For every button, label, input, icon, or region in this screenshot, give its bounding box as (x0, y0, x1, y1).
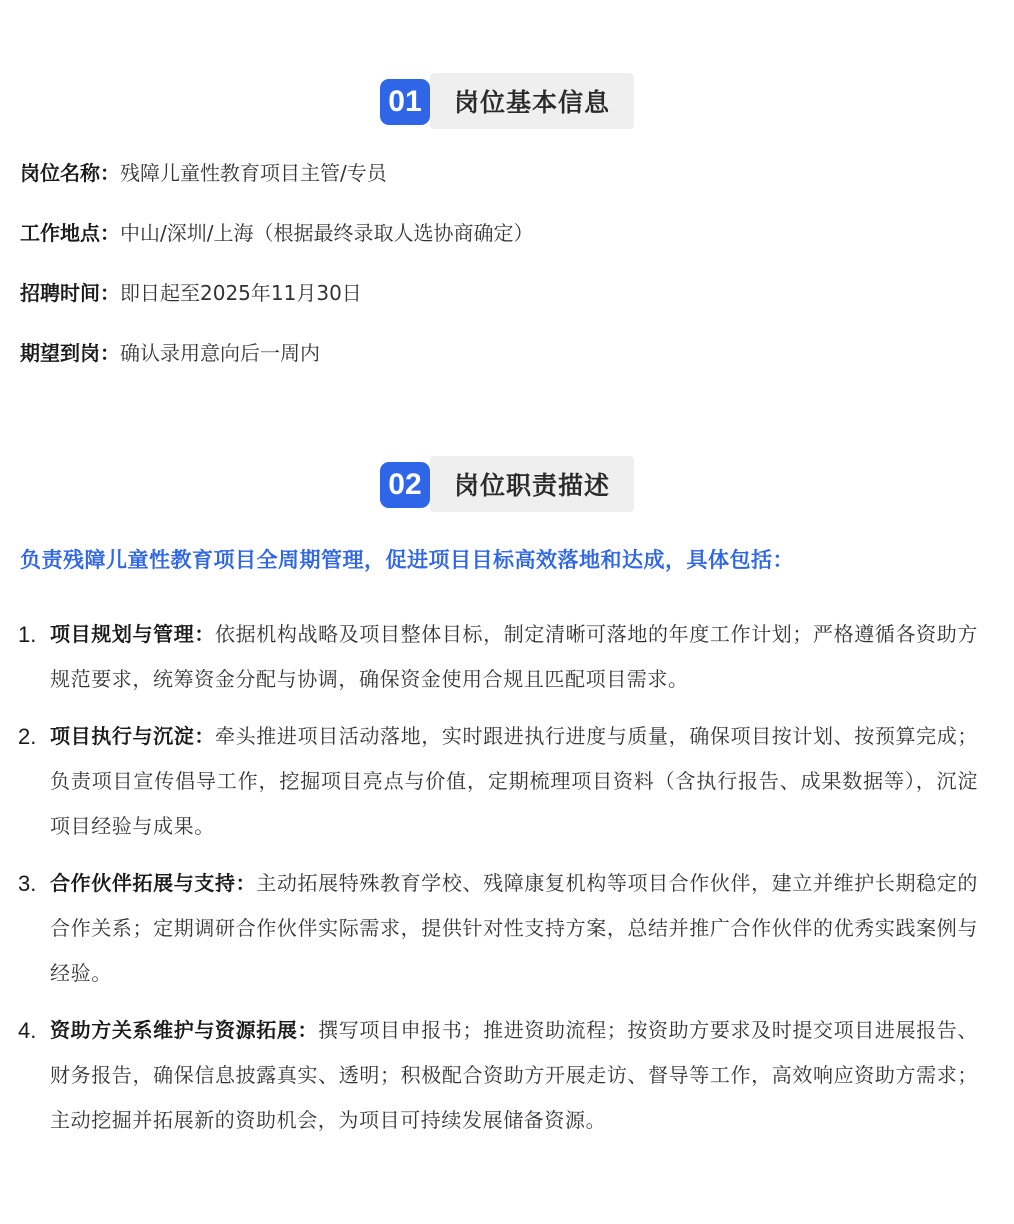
list-item-number: 4. (18, 1018, 37, 1043)
info-value: 中山/深圳/上海（根据最终录取人选协商确定） (120, 221, 534, 245)
info-key: 工作地点： (20, 221, 120, 245)
info-key: 期望到岗： (20, 341, 120, 365)
section-header-duties (0, 456, 1014, 512)
info-work-location (20, 219, 533, 247)
list-item-text: 撰写项目申报书；推进资助流程；按资助方要求及时提交项目进展报告、财务报告，确保信息披露真实、透明；积极配合资助方开展走访、督导等工作，高效响应资助方需求；主动挖掘并拓展新的资助机会，为项目可持续发展储备资源。 (50, 1018, 978, 1132)
list-item-title: 项目规划与管理： (50, 622, 215, 646)
info-expected-start (20, 339, 320, 367)
list-item (18, 714, 978, 849)
info-key: 岗位名称： (20, 161, 120, 185)
list-item (18, 1008, 978, 1143)
list-item-number: 3. (18, 871, 37, 896)
list-item-title: 合作伙伴拓展与支持： (50, 871, 257, 895)
list-item (18, 861, 978, 996)
info-position-name (20, 159, 387, 187)
list-item-body (50, 714, 978, 849)
list-item-number: 2. (18, 724, 37, 749)
section-badge (380, 73, 634, 129)
list-item (18, 612, 978, 702)
info-value: 残障儿童性教育项目主管/专员 (120, 161, 387, 185)
info-key: 招聘时间： (20, 281, 120, 305)
info-value: 即日起至2025年11月30日 (120, 281, 362, 305)
list-item-body (50, 861, 978, 996)
info-recruit-time (20, 279, 362, 307)
list-item-number: 1. (18, 622, 37, 647)
duties-intro: 负责残障儿童性教育项目全周期管理，促进项目目标高效落地和达成，具体包括： (20, 548, 794, 572)
list-item-title: 资助方关系维护与资源拓展： (50, 1018, 319, 1042)
list-item-text: 主动拓展特殊教育学校、残障康复机构等项目合作伙伴，建立并维护长期稳定的合作关系；定期调研合作伙伴实际需求，提供针对性支持方案，总结并推广合作伙伴的优秀实践案例与经验。 (50, 871, 979, 985)
section-badge (380, 456, 634, 512)
section-title: 岗位基本信息 (430, 73, 634, 129)
list-item-title: 项目执行与沉淀： (50, 724, 215, 748)
section-header-basic-info (0, 73, 1014, 129)
section-number: 02 (380, 462, 430, 508)
list-item-body (50, 612, 978, 702)
list-item-text: 依据机构战略及项目整体目标，制定清晰可落地的年度工作计划；严格遵循各资助方规范要求，统筹资金分配与协调，确保资金使用合规且匹配项目需求。 (50, 622, 978, 691)
list-item-text: 牵头推进项目活动落地，实时跟进执行进度与质量，确保项目按计划、按预算完成；负责项目宣传倡导工作，挖掘项目亮点与价值，定期梳理项目资料（含执行报告、成果数据等），沉淀项目经验与成果。 (50, 724, 978, 838)
section-title: 岗位职责描述 (430, 456, 634, 512)
section-number: 01 (380, 79, 430, 125)
list-item-body (50, 1008, 978, 1143)
info-value: 确认录用意向后一周内 (120, 341, 320, 365)
duty-list (18, 612, 978, 1155)
